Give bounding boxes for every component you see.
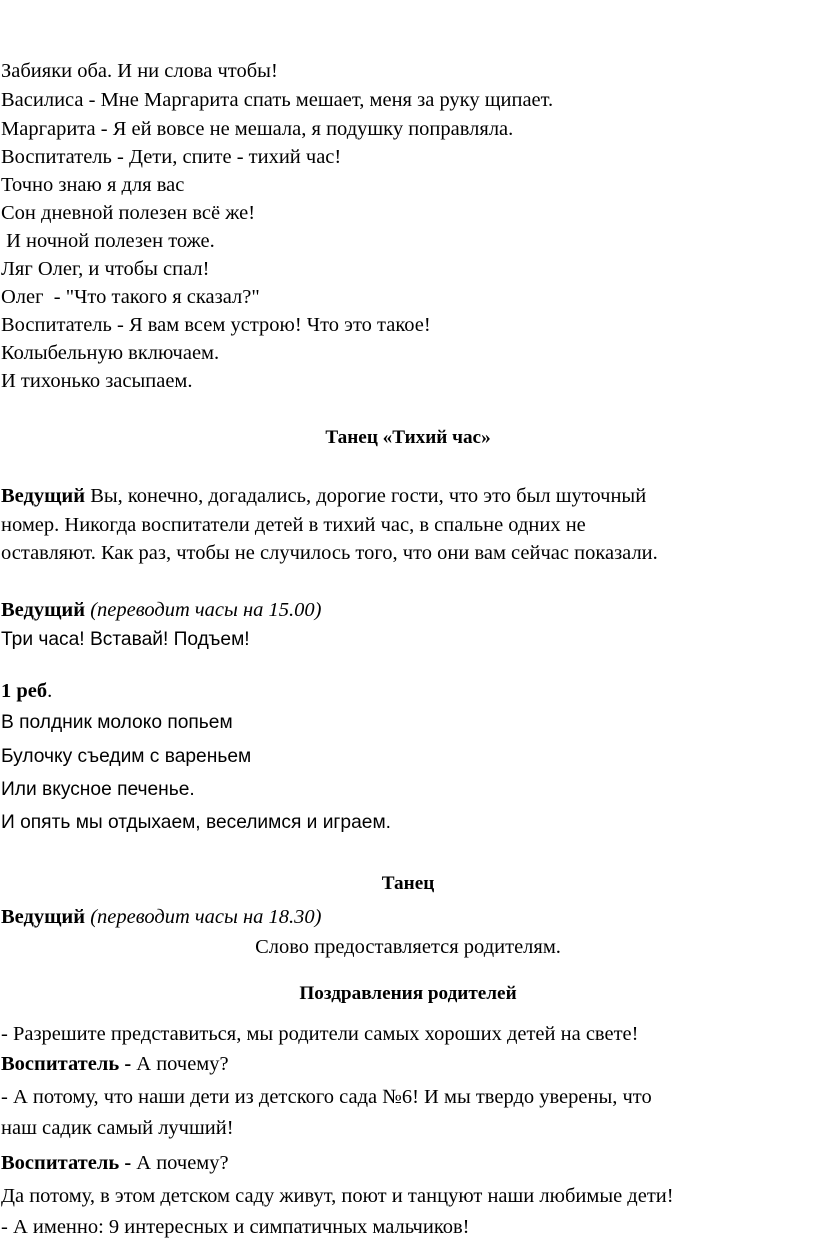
paragraph-line: Слово предоставляется родителям. (255, 936, 561, 958)
text-line: Олег - "Что такого я сказал?" (1, 286, 260, 308)
dialogue-line (1, 1149, 229, 1177)
paragraph-line: Три часа! Вставай! Подъем! (1, 629, 250, 650)
speaker-label: 1 реб (1, 680, 48, 702)
dialogue-line (1, 1050, 229, 1078)
poem-line: И опять мы отдыхаем, веселимся и играем. (1, 812, 391, 833)
speech-text: А почему? (136, 1053, 229, 1075)
stage-direction: (переводит часы на 15.00) (85, 599, 322, 621)
poem-line: Или вкусное печенье. (1, 779, 195, 800)
text-line: И ночной полезен тоже. (1, 230, 215, 252)
dance1-heading: Танец «Тихий час» (325, 427, 491, 448)
dialogue-line: - Разрешите представиться, мы родители самых хороших детей на свете! (1, 1023, 639, 1045)
dance2-heading: Танец (381, 873, 435, 894)
dialogue-line: Да потому, в этом детском саду живут, поют и танцуют наши любимые дети! (1, 1185, 674, 1207)
text-line: Точно знаю я для вас (1, 174, 185, 196)
congrats-heading: Поздравления родителей (299, 983, 517, 1004)
punctuation: . (47, 680, 53, 702)
speaker-label: Воспитатель - (1, 1152, 137, 1174)
text-line: Василиса - Мне Маргарита спать мешает, меня за руку щипает. (1, 89, 554, 111)
paragraph-line: номер. Никогда воспитатели детей в тихий час, в спальне одних не (1, 514, 586, 536)
section-heading (0, 424, 816, 452)
text-line: И тихонько засыпаем. (1, 370, 193, 392)
text-line: Забияки оба. И ни слова чтобы! (1, 60, 278, 82)
text-line: Ляг Олег, и чтобы спал! (1, 258, 210, 280)
dialogue-line: наш садик самый лучший! (1, 1117, 234, 1139)
text-line: Воспитатель - Я вам всем устрою! Что это такое! (1, 314, 431, 336)
speaker-label: Ведущий (1, 485, 86, 507)
speech-text: А почему? (136, 1152, 229, 1174)
poem-line: Булочку съедим с вареньем (1, 746, 252, 767)
text-line: Колыбельную включаем. (1, 342, 220, 364)
section-heading (0, 980, 816, 1008)
paragraph-line: оставляют. Как раз, чтобы не случилось того, что они вам сейчас показали. (1, 542, 658, 564)
section-heading (0, 870, 816, 898)
text-line: Воспитатель - Дети, спите - тихий час! (1, 146, 342, 168)
speech-text: Вы, конечно, догадались, дорогие гости, что это был шуточный (85, 485, 647, 507)
poem-line: В полдник молоко попьем (1, 712, 233, 733)
speaker-label: Ведущий (1, 906, 86, 928)
dialogue-line: - А потому, что наши дети из детского сада №6! И мы твердо уверены, что (1, 1086, 652, 1108)
text-line: Сон дневной полезен всё же! (1, 202, 256, 224)
text-line: Маргарита - Я ей вовсе не мешала, я подушку поправляла. (1, 118, 514, 140)
speaker-label: Воспитатель - (1, 1053, 137, 1075)
paragraph-line (1, 596, 322, 624)
paragraph-line (1, 677, 52, 705)
speaker-label: Ведущий (1, 599, 86, 621)
paragraph-line (1, 482, 646, 510)
paragraph-line (1, 903, 322, 931)
stage-direction: (переводит часы на 18.30) (85, 906, 322, 928)
dialogue-line: - А именно: 9 интересных и симпатичных мальчиков! (1, 1216, 470, 1238)
